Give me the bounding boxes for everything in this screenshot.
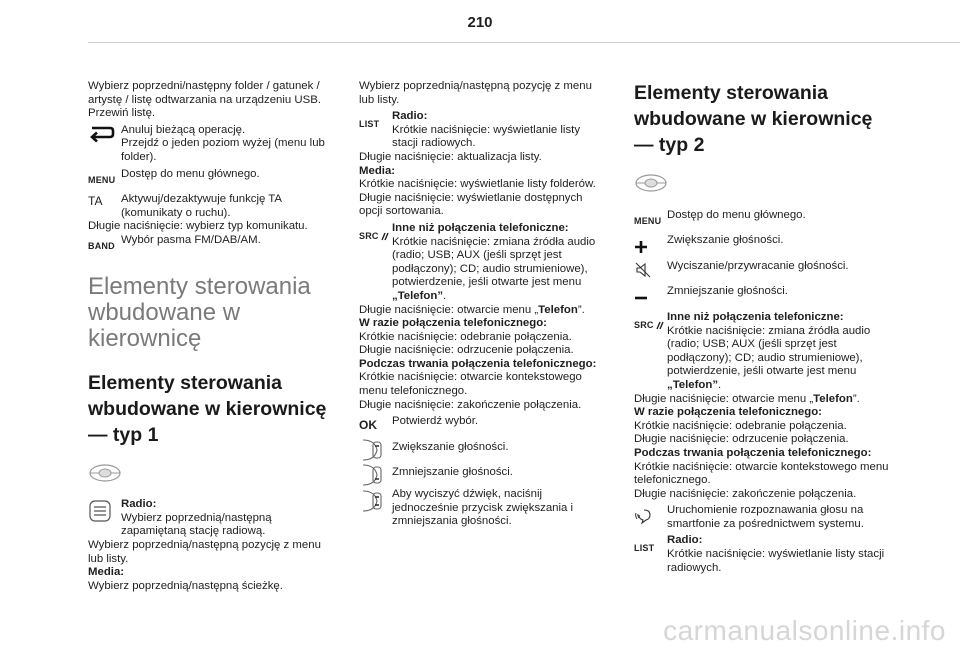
list-radio-short-type2: Krótkie naciśnięcie: wyświetlanie listy stacji radiowych.: [667, 548, 885, 574]
type2-title: Elementy sterowania wbudowane w kierownicę — typ 2: [634, 82, 873, 156]
band-text: Wybór pasma FM/DAB/AM.: [121, 233, 261, 246]
incoming-short-type2: Krótkie naciśnięcie: odebranie połączenia.: [634, 419, 847, 432]
src-other-long-b-type2: ”.: [852, 392, 860, 405]
list-radio-label: Radio:: [392, 110, 428, 123]
list-item: [359, 110, 609, 151]
src-other-label: Inne niż połączenia telefoniczne:: [392, 221, 569, 234]
incoming-label: W razie połączenia telefonicznego:: [359, 317, 547, 330]
menu-icon-type2: MENU: [634, 215, 662, 226]
vol-up-item-type1: [359, 437, 609, 455]
band-icon: BAND: [88, 240, 115, 251]
src-icon-text-type2: SRC: [634, 319, 654, 330]
mute-wheel-icon: [359, 489, 389, 513]
ta-long-press: Długie naciśnięcie: wybierz typ komunikatu.: [88, 220, 308, 233]
list-icon: LIST: [359, 119, 380, 130]
vol-up-text-type1: Zwiększanie głośności.: [392, 440, 509, 453]
ta-text: Aktywuj/dezaktywuje funkcję TA (komunikaty o ruchu).: [121, 193, 282, 219]
mute-item-type1: [359, 488, 609, 529]
ta-item: [88, 193, 332, 220]
src-other-long-a: Długie naciśnięcie: otwarcie menu „: [359, 303, 539, 316]
src-icon: [359, 230, 389, 244]
list-radio-label-type2: Radio:: [667, 534, 703, 547]
list-radio-long: Długie naciśnięcie: aktualizacja listy.: [359, 150, 542, 163]
src-telefon-bold-type2: „Telefon”: [667, 378, 719, 391]
voice-command-icon: [634, 505, 664, 525]
vol-down-text-type1: Zmniejszanie głośności.: [392, 466, 513, 479]
radio-label: Radio:: [121, 498, 157, 511]
paragraph-scroll: Przewiń listę.: [88, 107, 156, 120]
src-other-short-text-type2: Krótkie naciśnięcie: zmiana źródła audio (radio; USB; AUX (jeśli sprzęt jest podłączony); CD; audio strumieniowe), potwierdzenie, jeśli otwarte jest menu: [667, 324, 871, 378]
during-short: Krótkie naciśnięcie: otwarcie kontekstowego menu telefonicznego.: [359, 371, 582, 398]
menu-item: [88, 167, 332, 185]
media-label: Media:: [88, 566, 125, 579]
src-other-short: Krótkie naciśnięcie: zmiana źródła audio (radio; USB; AUX (jeśli sprzęt jest podłączony); CD; audio strumieniowe), potwierdzenie, jeśli otwarte jest menu „Telefon”.: [392, 235, 596, 302]
type1-title: Elementy sterowania wbudowane w kierownicę — typ 1: [88, 371, 327, 446]
list-item-type2: [634, 534, 890, 575]
steering-wheel-type2-icon: [634, 172, 890, 199]
mute-text-type1: Aby wyciszyć dźwięk, naciśnij jednocześnie przycisk zwiększania i zmniejszania głośności.: [392, 488, 574, 528]
list-media-long: Długie naciśnięcie: wyświetlanie dostępnych opcji sortowania.: [359, 191, 583, 218]
column-2: [359, 80, 609, 529]
band-item: [88, 233, 332, 251]
src-other-long-type2: [634, 393, 890, 407]
back-text-cancel: Anuluj bieżącą operację.: [121, 123, 246, 136]
steering-wheel-type1-icon: [88, 462, 332, 489]
column-1: [88, 80, 332, 593]
src-other-long-telefon-type2: Telefon: [813, 392, 853, 405]
vol-down-item-type1: [359, 462, 609, 480]
list-media-short: Krótkie naciśnięcie: wyświetlanie listy folderów.: [359, 178, 596, 191]
ok-icon: OK: [359, 418, 377, 433]
volume-up-wheel-icon: [359, 438, 389, 462]
incoming-long: Długie naciśnięcie: odrzucenie połączenia.: [359, 344, 574, 357]
back-text-up: Przejdź o jeden poziom wyżej (menu lub folder).: [121, 137, 325, 163]
src-item-type2: [634, 311, 890, 393]
during-long: Długie naciśnięcie: zakończenie połączenia.: [359, 398, 582, 411]
plus-icon: [634, 240, 664, 254]
src-other-long-b: ”.: [577, 303, 585, 316]
speaker-mute-icon: [634, 261, 664, 279]
menu-item-type2: [634, 208, 890, 226]
src-telefon-bold: „Telefon”: [392, 289, 444, 302]
menu-icon: MENU: [88, 174, 116, 185]
vol-up-item-type2: [634, 234, 890, 248]
volume-down-wheel-icon: [359, 463, 389, 487]
back-item: [88, 124, 332, 138]
incoming-label-type2: W razie połączenia telefonicznego:: [634, 406, 822, 419]
during-long-type2: Długie naciśnięcie: zakończenie połączenia.: [634, 487, 857, 500]
incoming-short: Krótkie naciśnięcie: odebranie połączenia.: [359, 330, 572, 343]
voice-item: [634, 504, 890, 531]
ta-icon: TA: [88, 194, 103, 209]
vol-down-text-type2: Zmniejszanie głośności.: [667, 285, 788, 298]
vol-down-item-type2: [634, 285, 890, 299]
src-other-long: [359, 304, 609, 318]
list-icon-type2: LIST: [634, 543, 655, 554]
during-label: Podczas trwania połączenia telefonicznego:: [359, 357, 597, 370]
src-other-short-text: Krótkie naciśnięcie: zmiana źródła audio (radio; USB; AUX (jeśli sprzęt jest podłączony); CD; audio strumieniowe), potwierdzenie, jeśli otwarte jest menu: [392, 235, 596, 289]
minus-icon: [634, 295, 664, 301]
during-short-type2: Krótkie naciśnięcie: otwarcie kontekstowego menu telefonicznego.: [634, 460, 889, 487]
src-item: [359, 222, 609, 304]
src-other-long-a-type2: Długie naciśnięcie: otwarcie menu „: [634, 392, 814, 405]
up-level-item: [88, 137, 332, 164]
paragraph-folder: Wybierz poprzedni/następny folder / gatunek / artystę / listę odtwarzania na urządzeniu USB.: [88, 80, 321, 106]
button-pad-icon: [88, 499, 118, 523]
menu-text-type2: Dostęp do menu głównego.: [667, 208, 806, 221]
radio-text-menu: Wybierz poprzednią/następną pozycję z menu lub listy.: [88, 538, 321, 565]
section-title: Elementy sterowania wbudowane w kierownicę: [88, 272, 311, 352]
column-3: [634, 80, 890, 575]
page-number: 210: [467, 14, 493, 31]
mute-text-type2: Wyciszanie/przywracanie głośności.: [667, 259, 849, 272]
ok-item: [359, 415, 609, 433]
src-other-label-type2: Inne niż połączenia telefoniczne:: [667, 310, 844, 323]
voice-text: Uruchomienie rozpoznawania głosu na smartfonie za pośrednictwem systemu.: [667, 504, 864, 530]
src-other-long-telefon: Telefon: [538, 303, 578, 316]
header-rule: [88, 42, 960, 43]
incoming-long-type2: Długie naciśnięcie: odrzucenie połączenia.: [634, 433, 849, 446]
during-label-type2: Podczas trwania połączenia telefonicznego:: [634, 446, 872, 459]
list-radio-short: Krótkie naciśnięcie: wyświetlanie listy stacji radiowych.: [392, 123, 581, 150]
radio-text-station: Wybierz poprzednią/następną zapamiętaną stację radiową.: [121, 511, 272, 538]
watermark: carmanualsonline.info: [663, 615, 946, 646]
src-icon-type2: [634, 319, 664, 333]
menu-text: Dostęp do menu głównego.: [121, 167, 260, 180]
src-icon-text: SRC: [359, 230, 379, 241]
ok-text: Potwierdź wybór.: [392, 415, 479, 428]
radio-item-type1: [88, 498, 332, 539]
list-media-label: Media:: [359, 164, 396, 177]
src-other-short-type2: Krótkie naciśnięcie: zmiana źródła audio (radio; USB; AUX (jeśli sprzęt jest podłączony); CD; audio strumieniowe), potwierdzenie, jeśli otwarte jest menu „Telefon”.: [667, 324, 871, 391]
paragraph-select-item: Wybierz poprzednią/następną pozycję z menu lub listy.: [359, 80, 592, 106]
vol-up-text-type2: Zwiększanie głośności.: [667, 234, 784, 247]
mute-item-type2: [634, 260, 890, 274]
media-text: Wybierz poprzednią/następną ścieżkę.: [88, 579, 283, 592]
